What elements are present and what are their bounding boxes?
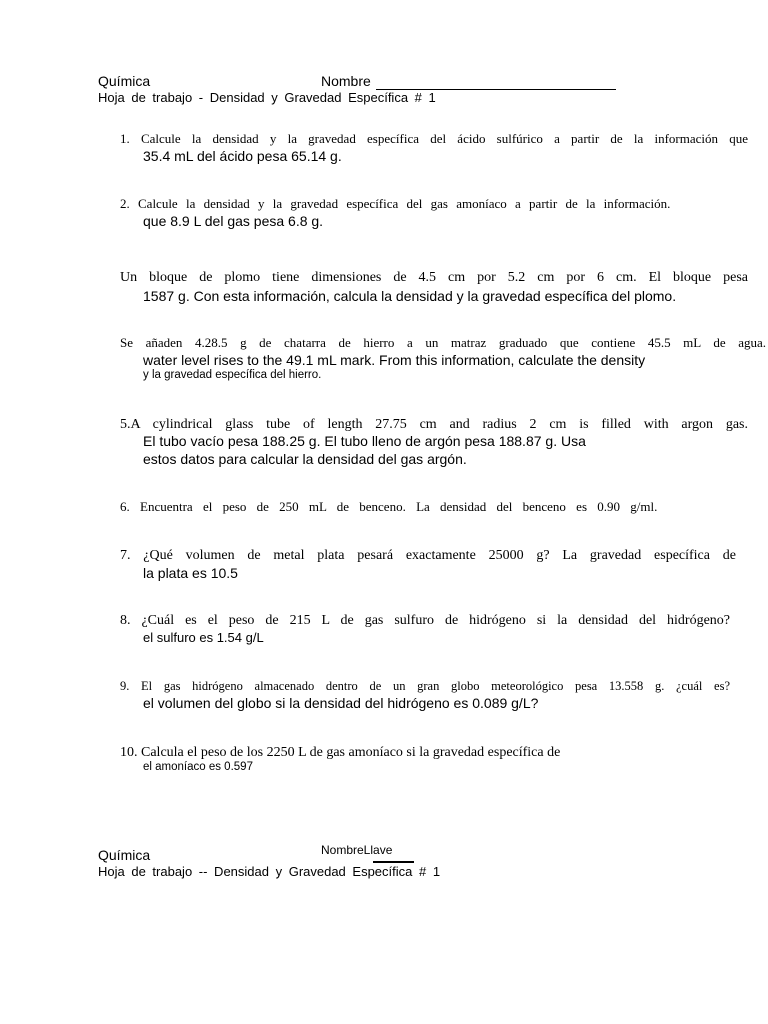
question-3-line-1: Un bloque de plomo tiene dimensiones de 4.5 cm por 5.2 cm por 6 cm. El bloque pesa — [120, 270, 748, 285]
question-5-line-2: El tubo vacío pesa 188.25 g. El tubo lleno de argón pesa 188.87 g. Usa — [143, 433, 586, 449]
question-5-line-3: estos datos para calcular la densidad del gas argón. — [143, 451, 467, 467]
question-2-line-2: que 8.9 L del gas pesa 6.8 g. — [143, 213, 324, 229]
question-8-line-1: 8. ¿Cuál es el peso de 215 L de gas sulfuro de hidrógeno si la densidad del hidrógeno? — [120, 613, 730, 628]
question-1-line-1: 1. Calcule la densidad y la gravedad específica del ácido sulfúrico a partir de la información que — [120, 131, 748, 146]
question-3-line-2: 1587 g. Con esta información, calcula la densidad y la gravedad específica del plomo. — [143, 288, 677, 304]
question-4-line-2: water level rises to the 49.1 mL mark. From this information, calculate the density — [143, 352, 646, 368]
answer-key-name-underline — [373, 861, 414, 863]
answer-key-name-label: NombreLlave — [321, 843, 393, 857]
question-4-line-3: y la gravedad específica del hierro. — [143, 369, 322, 381]
question-7-line-1: 7. ¿Qué volumen de metal plata pesará exactamente 25000 g? La gravedad específica de — [120, 548, 736, 563]
answer-key-subtitle: Hoja de trabajo -- Densidad y Gravedad Específica # 1 — [98, 864, 441, 879]
question-9-line-1: 9. El gas hidrógeno almacenado dentro de un gran globo meteorológico pesa 13.558 g. ¿cuál es? — [120, 679, 730, 693]
question-1-line-2: 35.4 mL del ácido pesa 65.14 g. — [143, 148, 342, 164]
question-5-line-1: 5.A cylindrical glass tube of length 27.75 cm and radius 2 cm is filled with argon gas. — [120, 417, 748, 432]
question-10-line-2: el amoníaco es 0.597 — [143, 761, 253, 773]
question-4-line-1: Se añaden 4.28.5 g de chatarra de hierro a un matraz graduado que contiene 45.5 mL de agua. — [120, 335, 766, 350]
question-7-line-2: la plata es 10.5 — [143, 565, 238, 581]
answer-key-subject-title: Química — [98, 847, 151, 863]
question-10-line-1: 10. Calcula el peso de los 2250 L de gas amoníaco si la gravedad específica de — [120, 745, 561, 760]
worksheet-subtitle: Hoja de trabajo - Densidad y Gravedad Específica # 1 — [98, 90, 436, 105]
subject-title: Química — [98, 73, 151, 89]
question-2-line-1: 2. Calcule la densidad y la gravedad específica del gas amoníaco a partir de la información. — [120, 196, 671, 211]
name-label: Nombre — [321, 73, 371, 89]
question-6-line-1: 6. Encuentra el peso de 250 mL de benceno. La densidad del benceno es 0.90 g/ml. — [120, 499, 658, 514]
question-8-line-2: el sulfuro es 1.54 g/L — [143, 630, 264, 645]
question-9-line-2: el volumen del globo si la densidad del hidrógeno es 0.089 g/L? — [143, 695, 539, 711]
